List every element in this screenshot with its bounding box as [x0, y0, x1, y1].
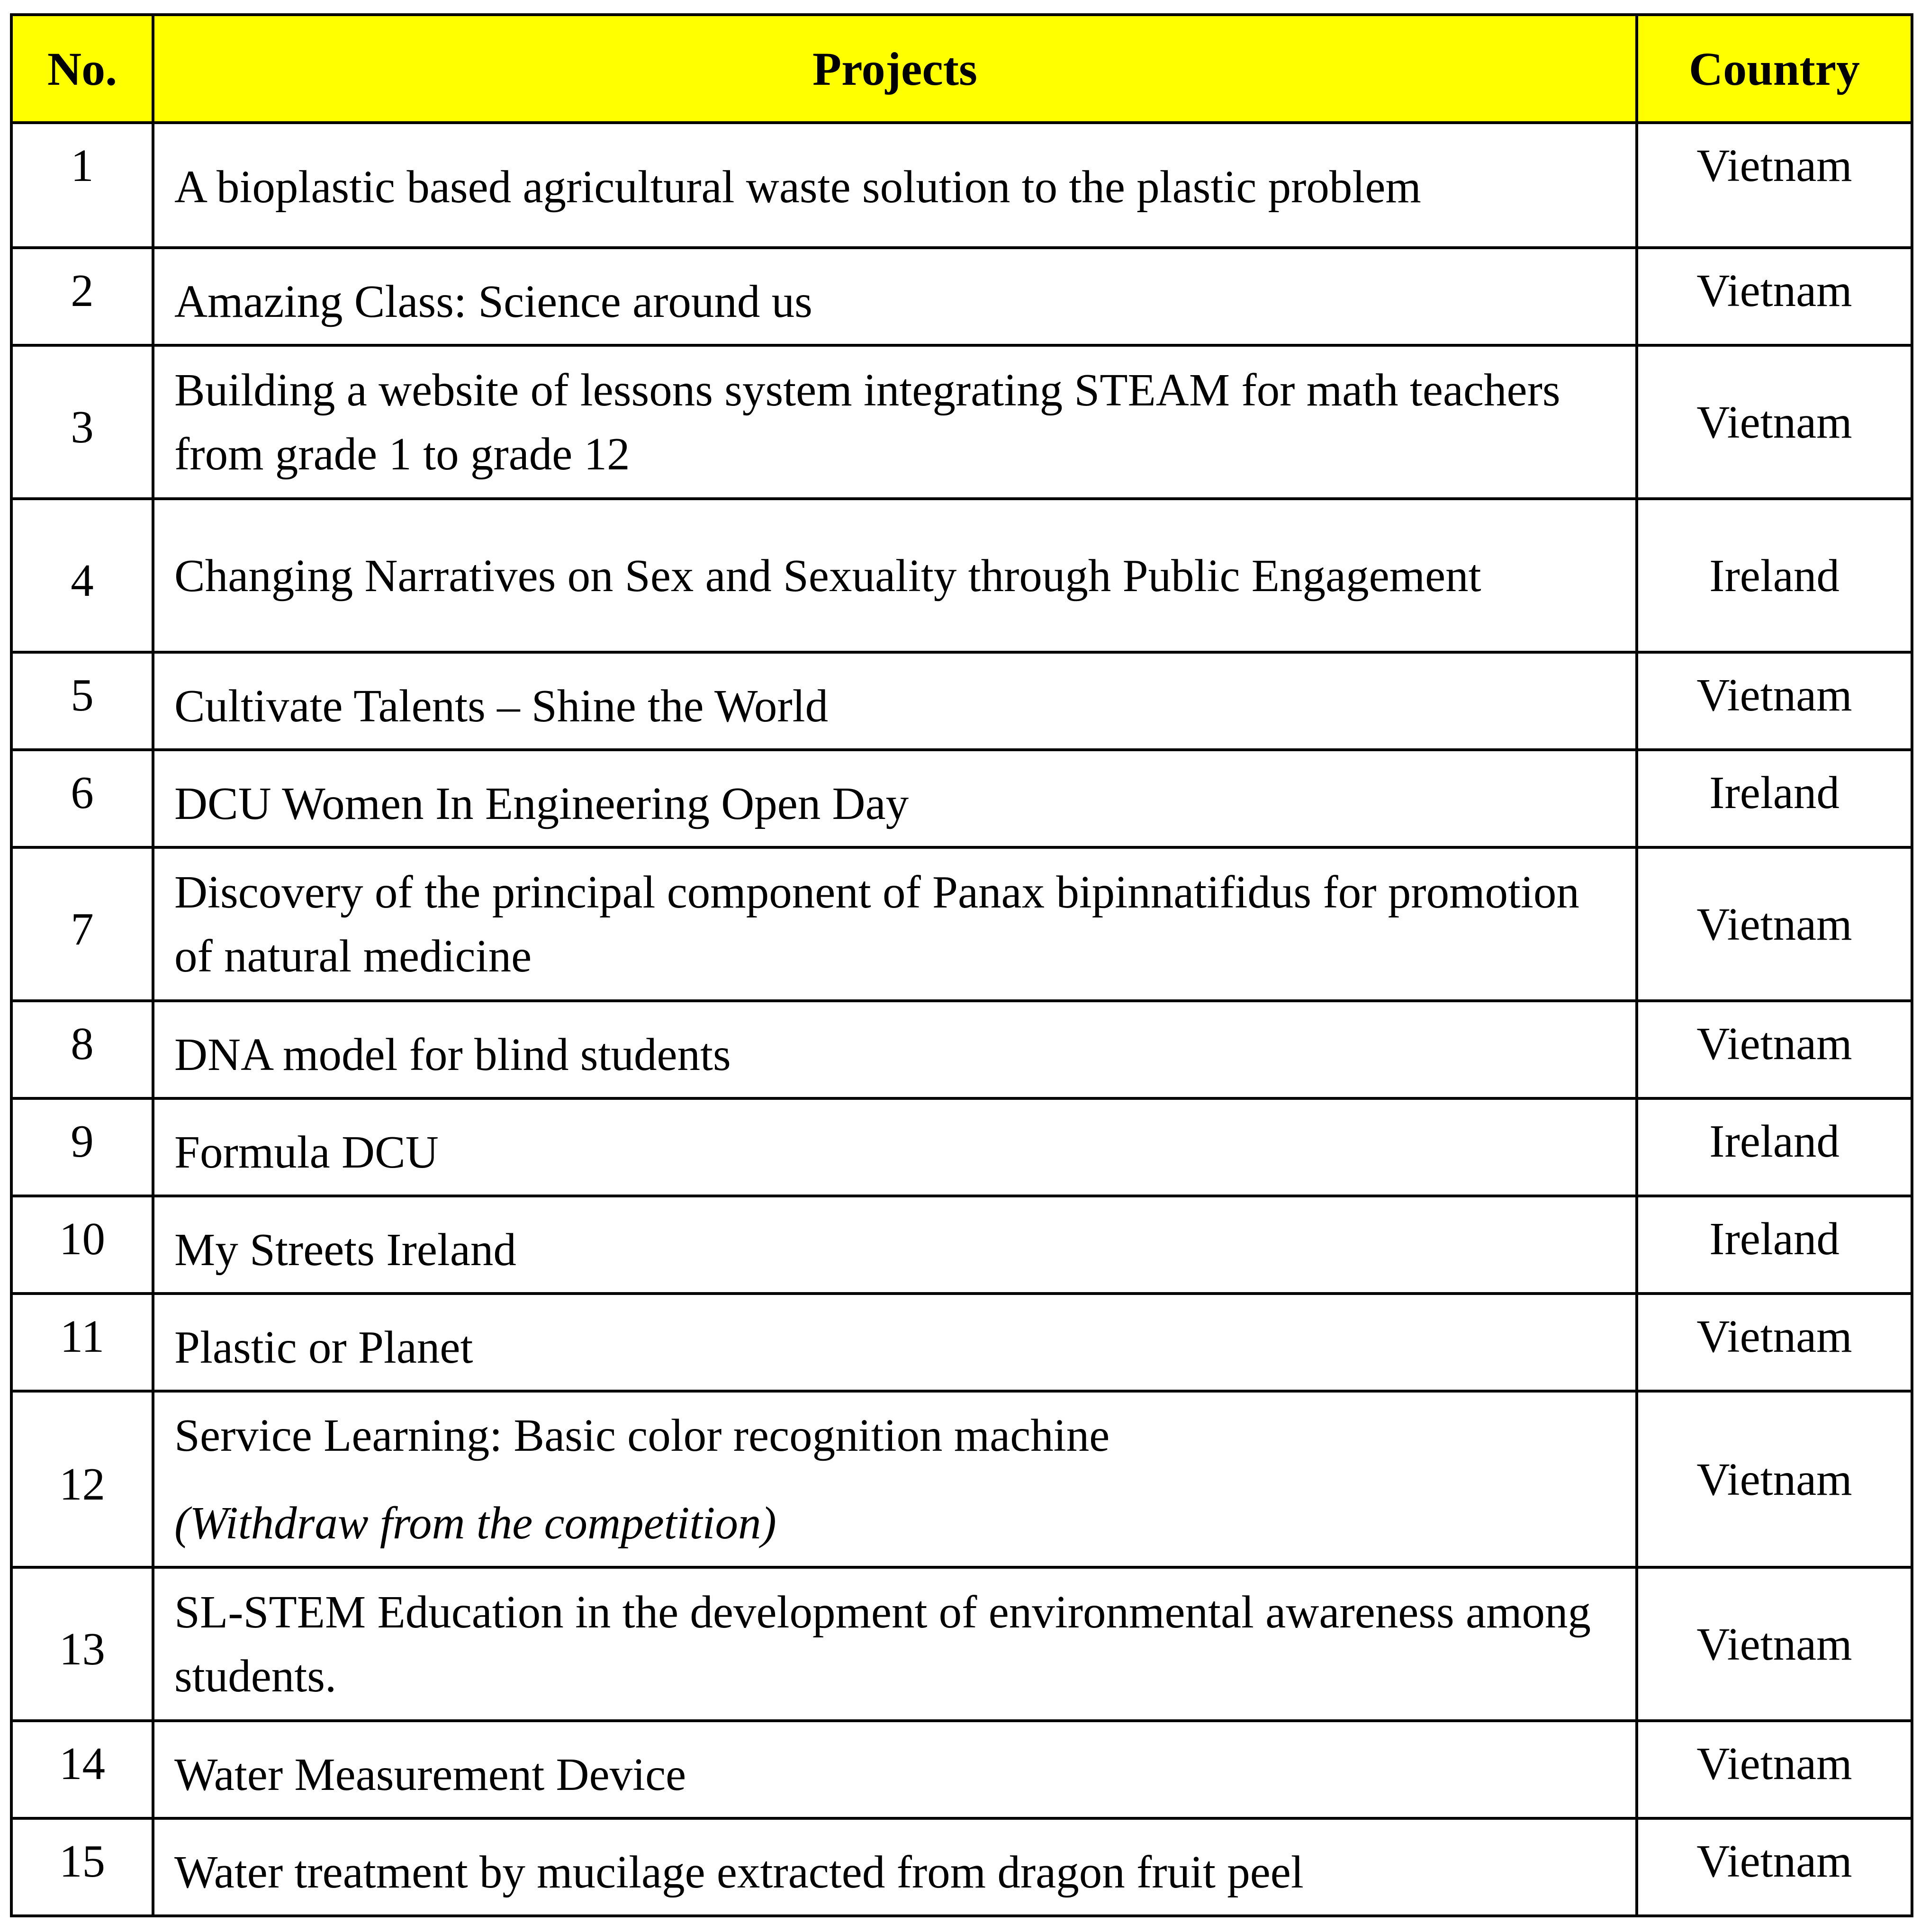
row-number: 7	[11, 847, 153, 1001]
project-title: Formula DCU	[153, 1098, 1637, 1196]
row-number: 14	[11, 1721, 153, 1818]
row-number: 4	[11, 499, 153, 652]
project-title: Amazing Class: Science around us	[153, 248, 1637, 345]
table-row	[11, 123, 1912, 248]
row-country: Vietnam	[1637, 123, 1912, 248]
header-row	[11, 15, 1912, 123]
project-title: A bioplastic based agricultural waste solution to the plastic problem	[153, 123, 1637, 248]
row-country: Vietnam	[1637, 248, 1912, 345]
table-row	[11, 652, 1912, 750]
row-number: 6	[11, 750, 153, 847]
project-title: Service Learning: Basic color recognition machine	[174, 1410, 1110, 1461]
project-title: Building a website of lessons system integrating STEAM for math teachers from grade 1 to grade 12	[153, 345, 1637, 499]
row-country: Ireland	[1637, 1098, 1912, 1196]
row-number: 12	[11, 1391, 153, 1567]
row-country: Ireland	[1637, 750, 1912, 847]
table-row	[11, 248, 1912, 345]
project-title: Changing Narratives on Sex and Sexuality through Public Engagement	[153, 499, 1637, 652]
table-row	[11, 345, 1912, 499]
projects-table	[10, 13, 1913, 1917]
row-number: 11	[11, 1294, 153, 1391]
row-country: Vietnam	[1637, 1294, 1912, 1391]
row-country: Vietnam	[1637, 1001, 1912, 1098]
row-number: 1	[11, 123, 153, 248]
table-row	[11, 1391, 1912, 1567]
row-country: Vietnam	[1637, 847, 1912, 1001]
table-row	[11, 1001, 1912, 1098]
project-title: Cultivate Talents – Shine the World	[153, 652, 1637, 750]
table-row	[11, 1098, 1912, 1196]
row-number: 10	[11, 1196, 153, 1294]
project-cell	[153, 1391, 1637, 1567]
row-country: Vietnam	[1637, 652, 1912, 750]
row-number: 5	[11, 652, 153, 750]
row-number: 2	[11, 248, 153, 345]
row-country: Vietnam	[1637, 1721, 1912, 1818]
table-row	[11, 499, 1912, 652]
row-country: Ireland	[1637, 499, 1912, 652]
row-country: Vietnam	[1637, 1818, 1912, 1916]
row-country: Vietnam	[1637, 1391, 1912, 1567]
table-row	[11, 1567, 1912, 1721]
row-number: 3	[11, 345, 153, 499]
withdrawn-note: (Withdraw from the competition)	[174, 1498, 776, 1548]
row-number: 9	[11, 1098, 153, 1196]
project-title: DNA model for blind students	[153, 1001, 1637, 1098]
header-projects: Projects	[153, 15, 1637, 123]
project-title: Water Measurement Device	[153, 1721, 1637, 1818]
header-country: Country	[1637, 15, 1912, 123]
project-title: Water treatment by mucilage extracted from dragon fruit peel	[153, 1818, 1637, 1916]
table-row	[11, 750, 1912, 847]
row-number: 13	[11, 1567, 153, 1721]
row-number: 8	[11, 1001, 153, 1098]
table-row	[11, 847, 1912, 1001]
table-row	[11, 1818, 1912, 1916]
project-title: Plastic or Planet	[153, 1294, 1637, 1391]
table-row	[11, 1294, 1912, 1391]
table-row	[11, 1196, 1912, 1294]
project-title: My Streets Ireland	[153, 1196, 1637, 1294]
project-title: Discovery of the principal component of Panax bipinnatifidus for promotion of natural medicine	[153, 847, 1637, 1001]
project-title: SL-STEM Education in the development of environmental awareness among students.	[153, 1567, 1637, 1721]
table-row	[11, 1721, 1912, 1818]
header-no: No.	[11, 15, 153, 123]
row-country: Vietnam	[1637, 1567, 1912, 1721]
row-country: Ireland	[1637, 1196, 1912, 1294]
row-country: Vietnam	[1637, 345, 1912, 499]
project-title: DCU Women In Engineering Open Day	[153, 750, 1637, 847]
row-number: 15	[11, 1818, 153, 1916]
